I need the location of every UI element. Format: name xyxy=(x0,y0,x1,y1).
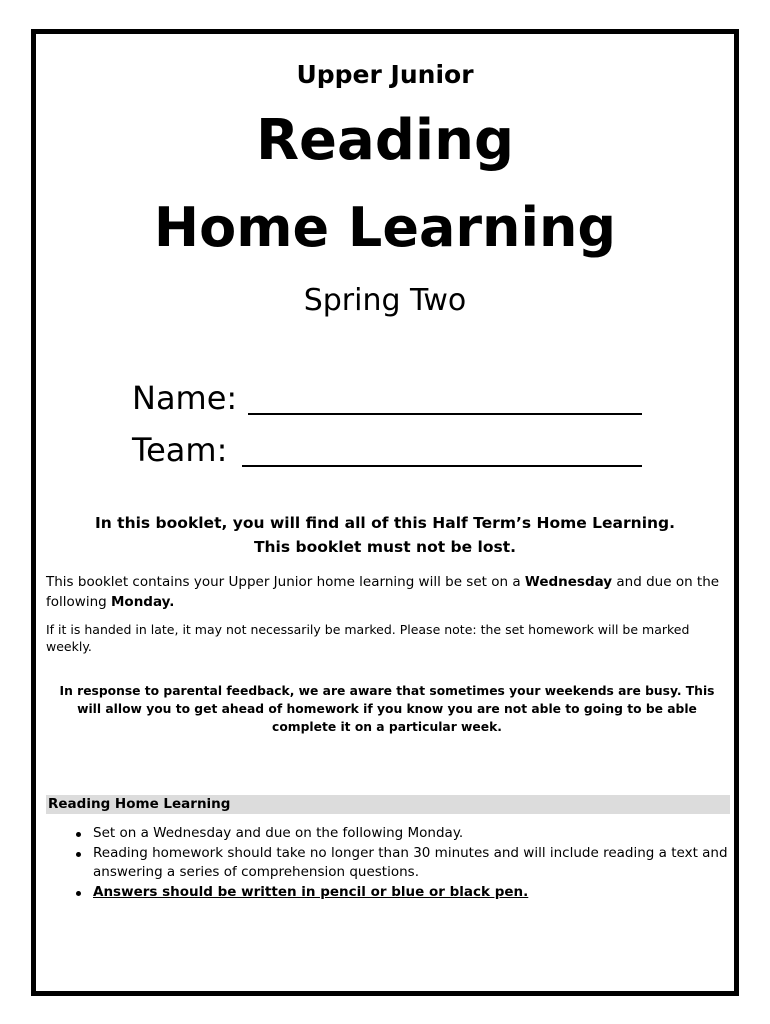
info-p1-bold2: Monday. xyxy=(110,594,175,610)
title-line-1: Reading xyxy=(255,108,515,173)
team-label: Team: xyxy=(132,431,228,469)
info-p1-part2: and due on the following xyxy=(46,574,720,610)
list-item: Answers should be written in pencil or blue or black pen. xyxy=(46,883,728,903)
info-p1-bold1: Wednesday xyxy=(524,574,613,590)
name-field xyxy=(132,379,237,417)
info-p1-part1: This booklet contains your Upper Junior home learning will be set on a xyxy=(46,574,525,590)
page-border xyxy=(31,29,739,996)
team-write-line[interactable] xyxy=(242,465,642,467)
parental-feedback-paragraph: In response to parental feedback, we are aware that sometimes your weekends are busy. This will allow you to get ahead of homework if you know you are not able to going to be able complete it on a particular week. xyxy=(59,684,715,734)
notice-line-1: In this booklet, you will find all of this Half Term’s Home Learning. xyxy=(94,514,676,532)
notice-line-2: This booklet must not be lost. xyxy=(253,538,517,556)
list-item: Reading homework should take no longer than 30 minutes and will include reading a text and answering a series of comprehension questions. xyxy=(46,844,728,883)
subtitle: Upper Junior xyxy=(296,60,474,89)
reading-bullet-list xyxy=(46,824,728,902)
term-label: Spring Two xyxy=(303,283,467,318)
info-paragraph-1 xyxy=(46,572,728,612)
reading-section-heading: Reading Home Learning xyxy=(46,795,730,814)
list-item: Set on a Wednesday and due on the following Monday. xyxy=(46,824,728,844)
team-field xyxy=(132,431,227,469)
name-label: Name: xyxy=(132,379,238,417)
title-line-2: Home Learning xyxy=(153,196,617,259)
info-paragraph-2: If it is handed in late, it may not necessarily be marked. Please note: the set homework will be marked weekly. xyxy=(46,622,690,654)
name-write-line[interactable] xyxy=(248,413,642,415)
